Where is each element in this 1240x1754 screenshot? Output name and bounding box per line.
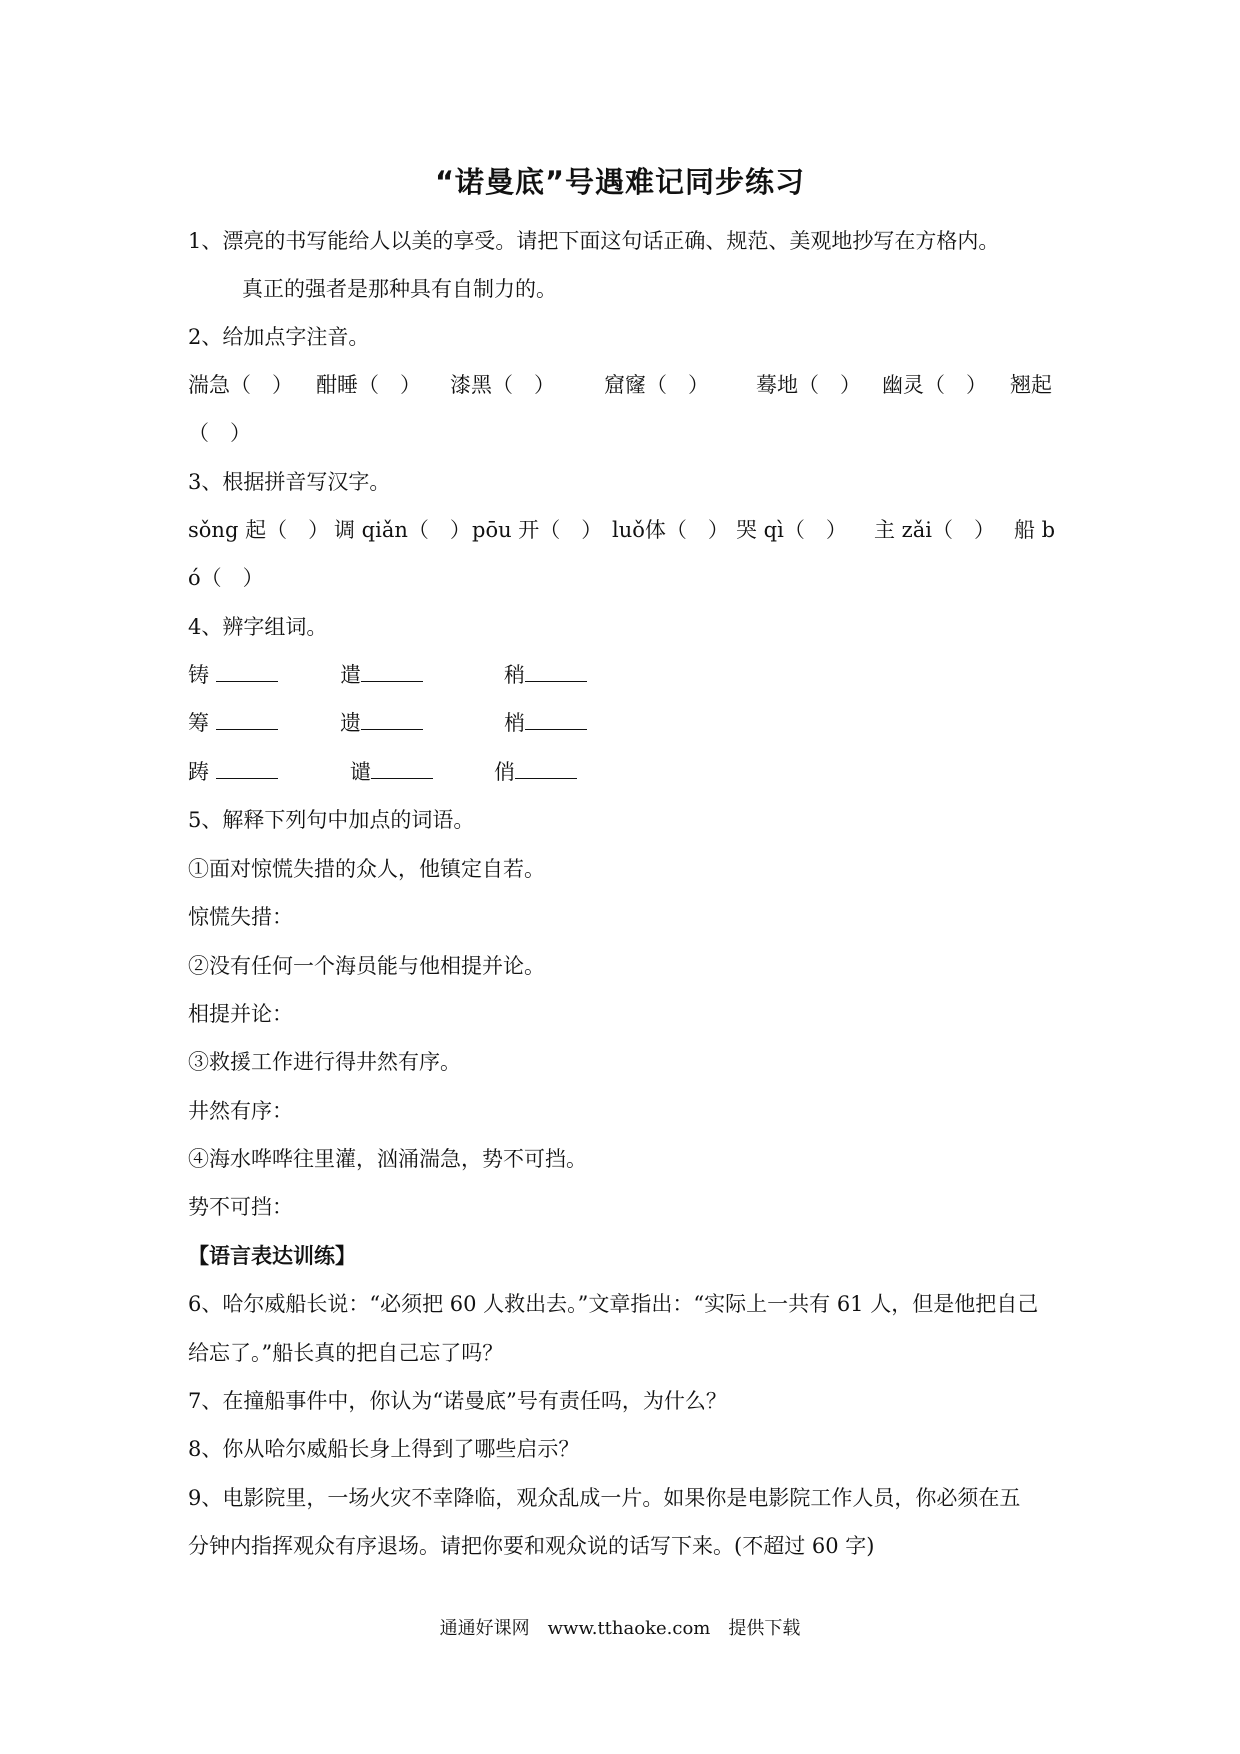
question-2-wrap: （ ） — [188, 421, 251, 445]
question-9-line-1: 9、电影院里，一场火灾不幸降临，观众乱成一片。如果你是电影院工作人员，你必须在五 — [188, 1486, 1021, 1510]
question-4-prompt: 4、辨字组词。 — [188, 615, 328, 639]
pinyin-item: 漆黑（ ） — [450, 373, 555, 397]
question-5-term-4: 势不可挡： — [188, 1195, 293, 1219]
question-5-term-2: 相提并论： — [188, 1002, 293, 1026]
pinyin-item: 酣睡（ ） — [316, 373, 421, 397]
question-1-sentence: 真正的强者是那种具有自制力的。 — [242, 277, 557, 301]
question-5-prompt: 5、解释下列句中加点的词语。 — [188, 808, 475, 832]
word-group-item: 踌 — [188, 757, 278, 787]
question-5-sentence-1: ①面对惊慌失措的众人，他镇定自若。 — [188, 857, 545, 881]
hanzi-item: 哭 qì（ ） — [736, 518, 847, 542]
question-5-term-1: 惊慌失措： — [188, 905, 293, 929]
question-3-wrap: ó（ ） — [188, 566, 264, 590]
question-6-line-1: 6、哈尔威船长说：“必须把 60 人救出去。”文章指出：“实际上一共有 61 人，但是他把自己 — [188, 1292, 1039, 1316]
word-group-item: 筹 — [188, 708, 278, 738]
question-5-term-3: 井然有序： — [188, 1099, 293, 1123]
question-1-prompt: 1、漂亮的书写能给人以美的享受。请把下面这句话正确、规范、美观地抄写在方格内。 — [188, 229, 1000, 253]
hanzi-item: sǒng 起（ ） — [188, 518, 330, 542]
question-2-prompt: 2、给加点字注音。 — [188, 325, 370, 349]
page-footer: 通通好课网 www.tthaoke.com 提供下载 — [439, 1618, 801, 1639]
question-5-sentence-4: ④海水哗哗往里灌，汹涌湍急，势不可挡。 — [188, 1147, 587, 1171]
pinyin-item: 翘起 — [1010, 373, 1052, 397]
question-3-prompt: 3、根据拼音写汉字。 — [188, 470, 391, 494]
question-8: 8、你从哈尔威船长身上得到了哪些启示？ — [188, 1437, 580, 1461]
word-group-item: 稍 — [504, 660, 587, 690]
pinyin-item: 幽灵（ ） — [882, 373, 987, 397]
word-group-item: 遗 — [340, 708, 423, 738]
pinyin-item: 湍急（ ） — [188, 373, 293, 397]
question-5-sentence-2: ②没有任何一个海员能与他相提并论。 — [188, 954, 545, 978]
question-9-line-2: 分钟内指挥观众有序退场。请把你要和观众说的话写下来。(不超过 60 字) — [188, 1534, 875, 1558]
word-group-item: 遣 — [340, 660, 423, 690]
section-heading: 【语言表达训练】 — [188, 1244, 356, 1268]
word-group-item: 俏 — [494, 757, 577, 787]
hanzi-item: 主 zǎi（ ） — [874, 518, 995, 542]
word-group-item: 梢 — [504, 708, 587, 738]
pinyin-item: 窟窿（ ） — [604, 373, 709, 397]
hanzi-item: pōu 开（ ） — [472, 518, 603, 542]
pinyin-item: 蓦地（ ） — [756, 373, 861, 397]
question-6-line-2: 给忘了。”船长真的把自己忘了吗？ — [188, 1341, 504, 1365]
question-5-sentence-3: ③救援工作进行得井然有序。 — [188, 1050, 461, 1074]
question-7: 7、在撞船事件中，你认为“诺曼底”号有责任吗，为什么？ — [188, 1389, 727, 1413]
hanzi-item: luǒ体（ ） — [612, 518, 729, 542]
hanzi-item: 调 qiǎn（ ） — [334, 518, 471, 542]
word-group-item: 谴 — [350, 757, 433, 787]
page-title: “诺曼底”号遇难记同步练习 — [434, 165, 806, 199]
word-group-item: 铸 — [188, 660, 278, 690]
hanzi-item: 船 b — [1014, 518, 1056, 542]
